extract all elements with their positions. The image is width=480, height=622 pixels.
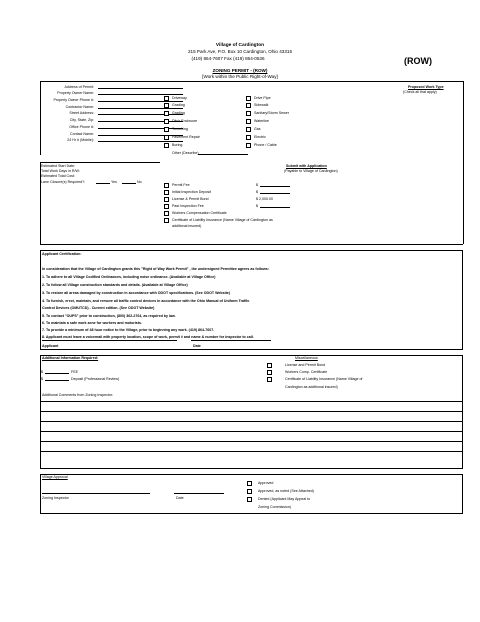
work-type-label: Sidewalk [254,103,269,107]
certification-item: 2. To follow all Village construction standards and details. (Available at Village Office) [42,283,188,287]
field-label: Street Address: [69,111,94,115]
work-type-label: Driveway [172,96,187,100]
driveway-checkbox[interactable] [164,96,169,101]
inspector-signature-line[interactable] [42,490,150,494]
village-approval-box [40,474,463,514]
field-label: Office Phone #: [69,125,94,129]
deposit-input[interactable] [45,377,69,381]
sidewalk-checkbox[interactable] [246,103,251,108]
misc-item: Workers Comp. Certificate [285,370,328,374]
work-type-label: Drive Pipe [254,96,271,100]
work-type-label: Phone / Cable [254,143,277,147]
work-type-label: Waterline [254,119,270,123]
dollar-sign: $ [41,377,43,381]
work-type-label: Ditch Enclosure [172,119,198,123]
no-label: No [137,180,142,184]
gas-checkbox[interactable] [246,127,251,132]
dollar-sign: $ [41,370,43,374]
submit-item-label: Initial Inspection Deposit [172,190,211,194]
pavement-repair-checkbox[interactable] [164,135,169,140]
comment-line[interactable] [40,411,463,412]
total-days-label: Total Work Days in R/W: [41,169,80,173]
approval-date-label: Date [176,496,184,500]
liability-cert-checkbox[interactable] [267,377,272,382]
license-bond-checkbox[interactable] [267,363,272,368]
comment-line[interactable] [40,431,463,432]
approved-checkbox[interactable] [247,481,252,486]
additional-info-heading: Additional Information Required: [42,356,99,360]
submit-heading: Submit with Application [286,164,327,168]
grading-2-checkbox[interactable] [164,111,169,116]
row-tag: (ROW) [404,56,432,66]
other-describe-input[interactable] [198,151,248,155]
work-type-label: Pavement Repair [172,135,200,139]
field-label: 24 Hr # (Mobile): [67,138,94,142]
work-type-label: Sanitary/Storm Sewer [254,111,289,115]
lane-closure-no-input[interactable] [122,180,136,184]
approval-option: Approved [258,481,274,485]
lane-closure-label: Lane Closure(s) Required?: [41,180,86,184]
liability-insurance-checkbox[interactable] [164,218,169,223]
inspection-deposit-checkbox[interactable] [164,190,169,195]
comments-label: Additional Comments from Zoning Inspector: [42,393,114,397]
proposed-work-subheading: (Check all that apply) [403,90,437,94]
submit-item-label: Past Inspection Fee [172,204,204,208]
past-inspection-input[interactable] [260,204,290,208]
drive-pipe-checkbox[interactable] [246,96,251,101]
permit-bond-checkbox[interactable] [164,197,169,202]
inspector-label: Zoning Inspector [42,496,69,500]
submit-item-label: Certificate of Liability Insurance (Name Village of Cardington as [172,218,273,222]
phone-cable-checkbox[interactable] [246,143,251,148]
yes-label: Yes [111,180,117,184]
denied-checkbox[interactable] [247,497,252,502]
certification-item: Control Devices (OMUTCD) - Current edition. (See ODOT Website) [42,306,155,310]
trenching-checkbox[interactable] [164,127,169,132]
submit-item-value: $ [256,190,258,194]
work-type-label: Grading [172,103,185,107]
comment-line[interactable] [40,401,463,402]
certification-item: 7. To provide a minimum of 48 hour notice to the Village, prior to beginning any work. (419) 864-7607. [42,328,215,332]
submit-item-label: License & Permit Bond [172,197,209,201]
submit-payable: (Payable to Village of Cardington) [284,169,338,173]
work-type-right-column [246,96,346,156]
date-label: Date [193,344,201,348]
right-border [463,81,464,155]
grading-checkbox[interactable] [164,103,169,108]
left-border [40,162,41,244]
submit-items [164,183,364,241]
section-divider [40,81,463,82]
comment-line[interactable] [40,421,463,422]
approval-option: Denied (Applicant May Appeal to [258,497,311,501]
permit-subtitle: [Work within the Public Right-of-Way] [202,74,278,79]
village-address: 215 Park Ave, P.O. Box 10 Cardington, Ohio 43315 [187,49,293,54]
work-type-label: Other (Describe) [172,151,199,155]
deposit-label: Deposit (Professional Review) [71,377,120,381]
submit-item-value: $ 2,000.00 [256,197,273,201]
misc-heading: Miscellaneous [295,356,318,360]
village-phone: (419) 864-7607 Fax (419) 864-0536 [191,56,265,61]
work-type-label: Trenching [172,127,188,131]
certification-intro: In consideration that the Village of Cardington grants this "Right of Way Work Permit" , the undersigned Permittee agrees as follows: [42,267,269,271]
permit-fee-checkbox[interactable] [164,183,169,188]
applicant-date-line[interactable] [191,337,271,341]
field-label: Property Owner Phone #: [53,98,94,102]
certification-item: 4. To furnish, erect, maintain, and remove all traffic control devices in accordance with the Ohio Manual of Uniform Traffic [42,299,250,303]
submit-item-label: additional insured) [172,224,202,228]
submit-item-label: Permit Fee [172,183,190,187]
permit-fee-input[interactable] [260,183,290,187]
certification-item: 1. To adhere to all Village Codified Ordinances, including noise ordinance. (Available at Village Office) [42,275,216,279]
approved-noted-checkbox[interactable] [247,489,252,494]
inspection-deposit-input[interactable] [260,190,290,194]
applicant-label: Applicant [42,344,59,348]
comment-line[interactable] [40,451,463,452]
work-type-label: Electric [254,135,266,139]
section-divider [40,244,463,245]
total-cost-label: Estimated Total Cost: [41,174,75,178]
lane-closure-yes-input[interactable] [96,180,110,184]
electric-checkbox[interactable] [246,135,251,140]
certification-item: 3. To restore all areas damaged by construction in accordance with ODOT specifications. (See ODOT Website) [42,291,230,295]
workers-comp-checkbox[interactable] [164,211,169,216]
certification-item: 6. To maintain a safe work zone for workers and motorists. [42,321,142,325]
applicant-signature-line[interactable] [42,337,177,341]
sewer-checkbox[interactable] [246,111,251,116]
approval-heading: Village Approval [42,475,68,479]
field-label: Address of Permit: [64,85,94,89]
work-type-label: Boring [172,143,183,147]
ditch-enclosure-checkbox[interactable] [164,119,169,124]
address-of-permit-input[interactable] [98,85,183,89]
right-border [463,155,464,244]
misc-item: Certificate of Liability Insurance (Name Village of [285,377,363,381]
certification-item: 5. To contact "OUPS" prior to construction, (800) 362-2764, as required by law. [42,314,176,318]
work-type-label: Grading [172,111,185,115]
certification-heading: Applicant Certification: [42,252,82,256]
work-type-label: Gas [254,127,261,131]
workers-comp-cert-checkbox[interactable] [267,370,272,375]
comment-line[interactable] [40,441,463,442]
waterline-checkbox[interactable] [246,119,251,124]
owner-name-input[interactable] [98,91,183,95]
certification-item: 8. Applicant must leave a voicemail with property location, scope of work, permit # and name & number for inspector to call. [42,335,254,339]
section-divider [40,162,160,163]
boring-checkbox[interactable] [164,143,169,148]
field-label: City, State, Zip: [69,118,94,122]
approval-option: Approved, as noted (See Attached) [258,489,314,493]
misc-item: Cardington as additional insured) [285,385,338,389]
village-title: Village of Cardington [215,43,265,48]
field-label: Property Owner Name: [57,91,94,95]
proposed-work-heading: Proposed Work Type [408,85,444,89]
submit-item-value: $ [256,204,258,208]
approval-date-line[interactable] [174,490,224,494]
approval-option: Zoning Commission) [258,505,291,509]
permit-title: ZONING PERMIT - (ROW) [212,68,268,73]
start-date-label: Estimated Start Date: [41,164,76,168]
past-inspection-checkbox[interactable] [164,204,169,209]
misc-item: License and Permit Bond [285,363,326,367]
submit-item-label: Workers Compensation Certificate [172,211,227,215]
fee-input[interactable] [45,370,69,374]
submit-item-value: $ [256,183,258,187]
fee-label: FEE [71,370,78,374]
field-label: Contact Name: [70,132,94,136]
field-label: Contractor Name: [65,105,94,109]
